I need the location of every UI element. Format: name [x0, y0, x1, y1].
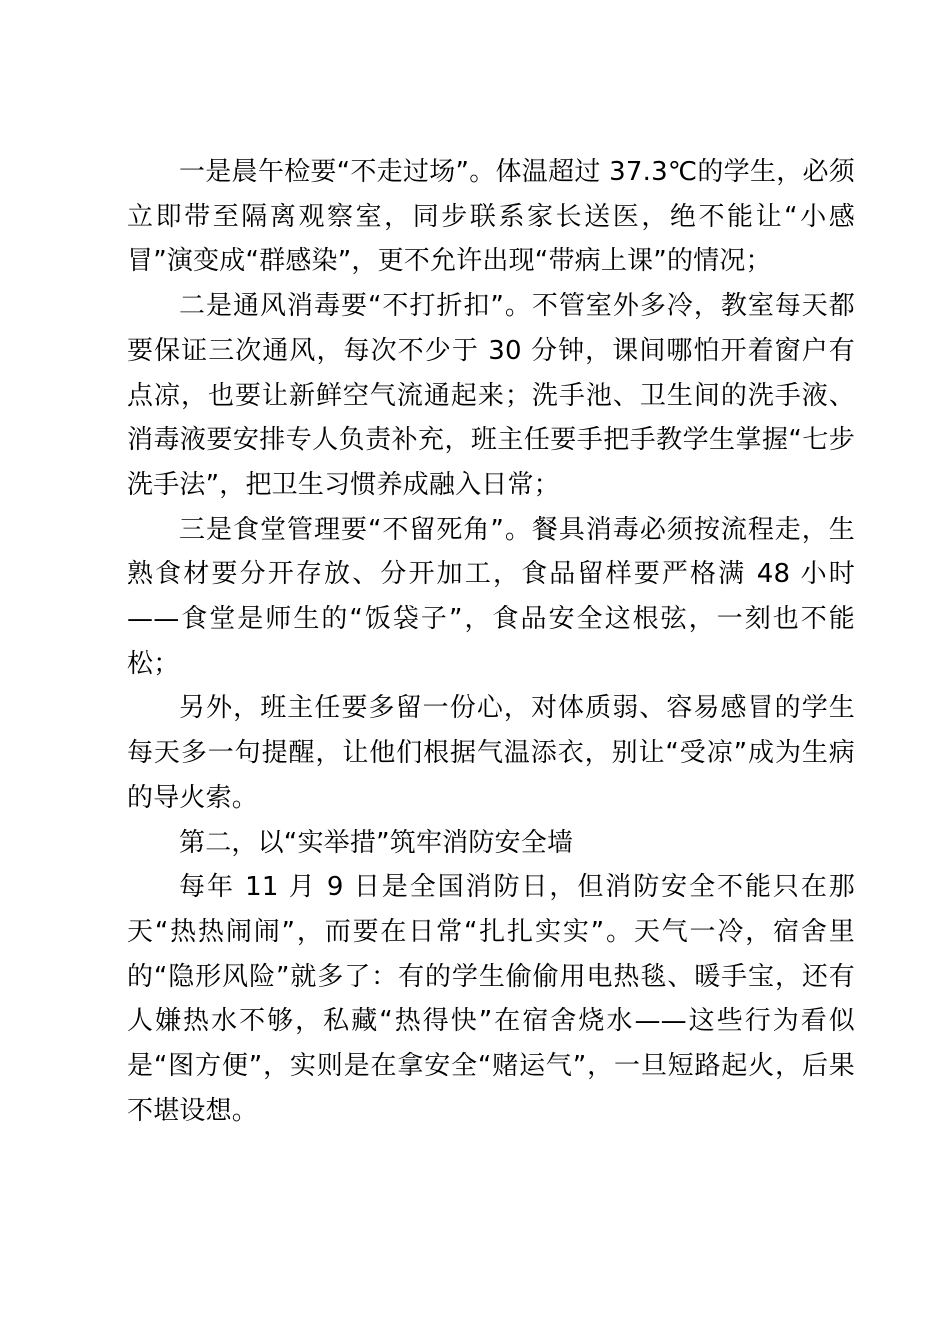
- section-heading-fire-safety: 第二，以“实举措”筑牢消防安全墙: [179, 827, 574, 858]
- paragraph-class-teacher: 另外，班主任要多留一份心，对体质弱、容易感冒的学生每天多一句提醒，让他们根据气温添衣，别让“受凉”成为生病的导火索。: [127, 693, 855, 813]
- paragraph-canteen: 三是食堂管理要“不留死角”。餐具消毒必须按流程走，生熟食材要分开存放、分开加工，食品留样要严格满 48 小时——食堂是师生的“饭袋子”，食品安全这根弦，一刻也不能松；: [127, 514, 855, 679]
- document-body: [127, 150, 855, 1133]
- paragraph-morning-check: 一是晨午检要“不走过场”。体温超过 37.3℃的学生，必须立即带至隔离观察室，同步联系家长送医，绝不能让“小感冒”演变成“群感染”，更不允许出现“带病上课”的情况；: [127, 157, 855, 277]
- paragraph-ventilation: 二是通风消毒要“不打折扣”。不管室外多冷，教室每天都要保证三次通风，每次不少于 30 分钟，课间哪怕开着窗户有点凉，也要让新鲜空气流通起来；洗手池、卫生间的洗手液、消毒液要安排专人负责补充，班主任要手把手教学生掌握“七步洗手法”，把卫生习惯养成融入日常；: [127, 291, 855, 500]
- paragraph-fire-day: 每年 11 月 9 日是全国消防日，但消防安全不能只在那天“热热闹闹”，而要在日常“扎扎实实”。天气一冷，宿舍里的“隐形风险”就多了：有的学生偷偷用电热毯、暖手宝，还有人嫌热水不够，私藏“热得快”在宿舍烧水——这些行为看似是“图方便”，实则是在拿安全“赌运气”，一旦短路起火，后果不堪设想。: [127, 872, 855, 1126]
